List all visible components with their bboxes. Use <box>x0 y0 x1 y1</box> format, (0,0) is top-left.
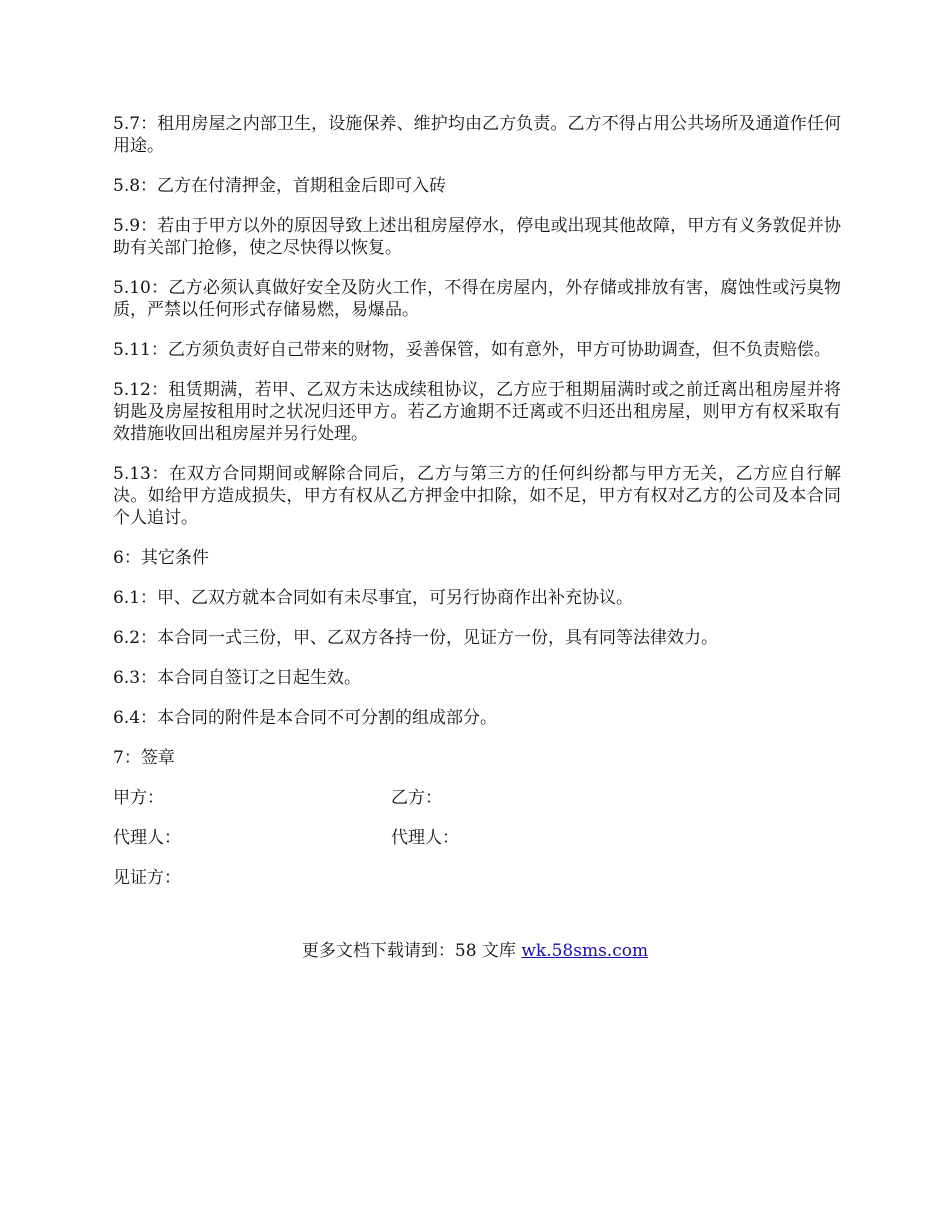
clause-5-11: 5.11：乙方须负责好自己带来的财物，妥善保管，如有意外，甲方可协助调查，但不负责赔偿。 <box>113 340 831 360</box>
signature-row-agents <box>113 827 841 849</box>
clause-5-7: 5.7：租用房屋之内部卫生，设施保养、维护均由乙方负责。乙方不得占用公共场所及通道作任何用途。 <box>113 114 841 156</box>
clause-6-4: 6.4：本合同的附件是本合同不可分割的组成部分。 <box>113 708 498 728</box>
clause-5-13: 5.13：在双方合同期间或解除合同后，乙方与第三方的任何纠纷都与甲方无关，乙方应自行解决。如给甲方造成损失，甲方有权从乙方押金中扣除，如不足，甲方有权对乙方的公司及本合同个人追讨。 <box>113 464 841 528</box>
download-footer <box>0 940 950 962</box>
agent-a-label: 代理人： <box>113 828 181 848</box>
signature-row-parties <box>113 787 841 809</box>
section-7-heading: 7：签章 <box>113 748 175 768</box>
document-body <box>113 113 841 907</box>
agent-b-label: 代理人： <box>391 828 459 848</box>
party-b-label: 乙方： <box>391 788 442 808</box>
clause-6-3: 6.3：本合同自签订之日起生效。 <box>113 668 362 688</box>
signature-row-witness <box>113 867 841 889</box>
clause-5-10: 5.10：乙方必须认真做好安全及防火工作，不得在房屋内，外存储或排放有害，腐蚀性或污臭物质，严禁以任何形式存储易燃，易爆品。 <box>113 278 841 320</box>
clause-6-2: 6.2：本合同一式三份，甲、乙双方各持一份，见证方一份，具有同等法律效力。 <box>113 628 719 648</box>
footer-text: 更多文档下载请到：58 文库 <box>301 941 522 961</box>
witness-label: 见证方： <box>113 868 181 888</box>
party-a-label: 甲方： <box>113 788 164 808</box>
clause-5-9: 5.9：若由于甲方以外的原因导致上述出租房屋停水，停电或出现其他故障，甲方有义务敦促并协助有关部门抢修，使之尽快得以恢复。 <box>113 216 841 258</box>
clause-6-1: 6.1：甲、乙双方就本合同如有未尽事宜，可另行协商作出补充协议。 <box>113 588 634 608</box>
footer-link[interactable]: wk.58sms.com <box>521 941 649 961</box>
clause-5-12: 5.12：租赁期满，若甲、乙双方未达成续租协议，乙方应于租期届满时或之前迁离出租房屋并将钥匙及房屋按租用时之状况归还甲方。若乙方逾期不迁离或不归还出租房屋，则甲方有权采取有效措施收回出租房屋并另行处理。 <box>113 380 841 444</box>
clause-5-8: 5.8：乙方在付清押金，首期租金后即可入砖 <box>113 176 447 196</box>
section-6-heading: 6：其它条件 <box>113 548 209 568</box>
